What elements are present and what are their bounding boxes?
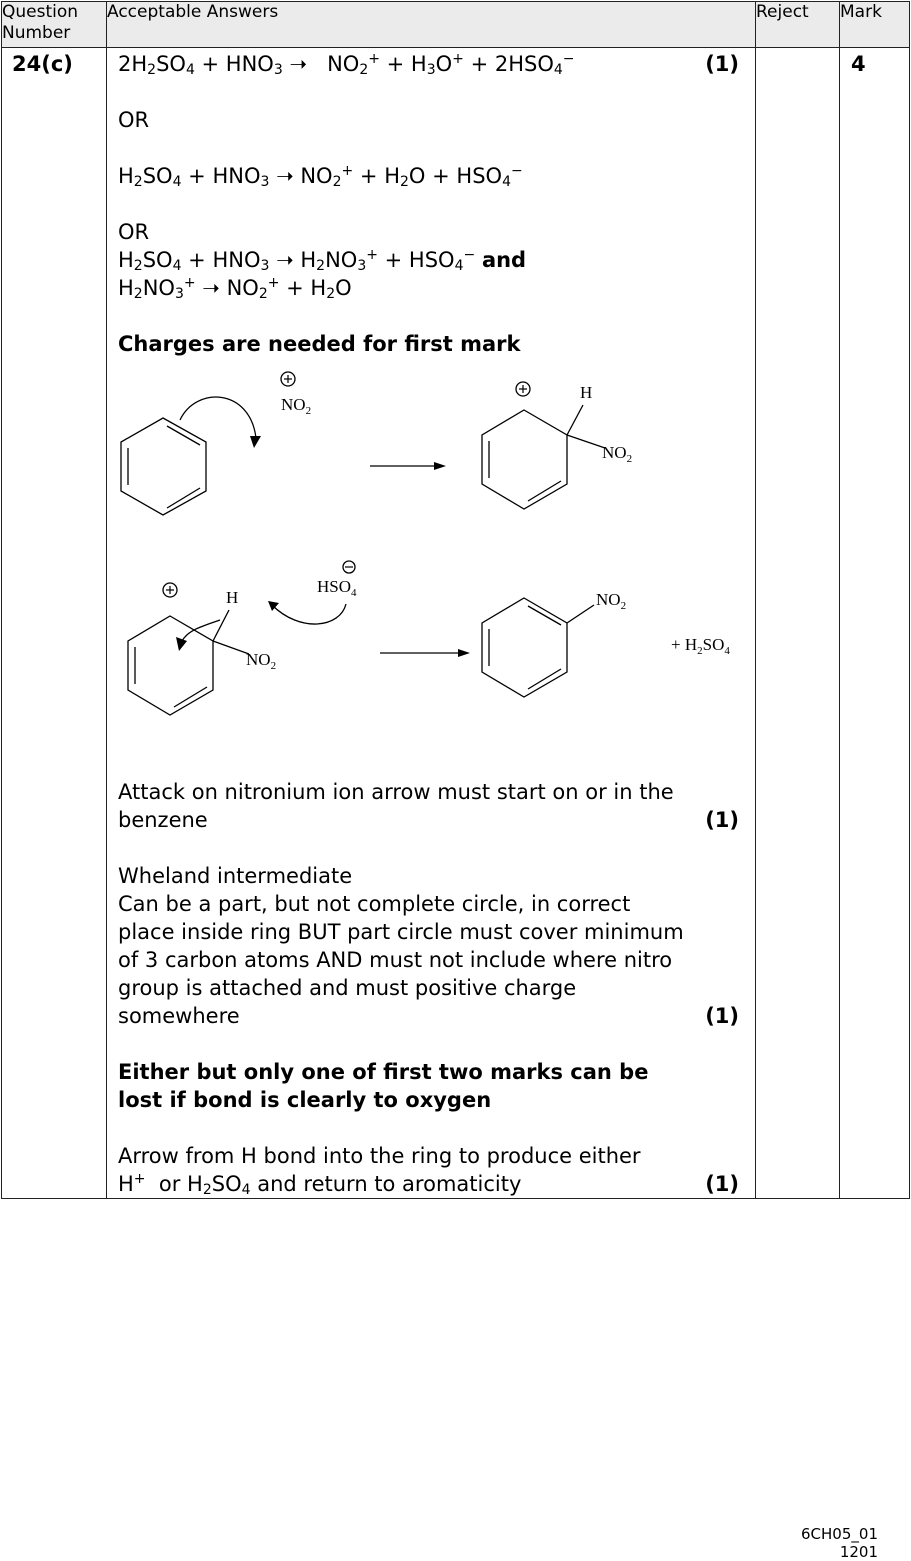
svg-text:+ H2SO4: + $H_2SO_4$ [671, 635, 730, 657]
bond-no2-3 [567, 605, 594, 623]
curly-arrow-3 [272, 604, 346, 624]
or-2: OR [118, 220, 150, 244]
arrowhead-1 [250, 436, 261, 448]
wheland-line-1: Can be a part, but not complete circle, in correct [118, 892, 631, 916]
either-line-1: Either but only one of first two marks can be [118, 1060, 649, 1084]
wheland-line-4: group is attached and must positive charge [118, 976, 577, 1000]
equation-1: $2H_2SO_4 + HNO_3$ ➝ $NO_2^+ + H_3O^+ + 2HSO_4^-$ (1) [118, 51, 739, 78]
bond-no2-2 [213, 641, 249, 654]
equation-1-mark: (1) [705, 52, 739, 76]
mechanism-svg [118, 358, 758, 778]
bond-h-1 [567, 405, 583, 435]
wheland-mark: (1) [705, 1004, 739, 1028]
bond-h-2 [213, 610, 229, 641]
equation-2: $H_2SO_4 + HNO_3$ ➝ $NO_2^+ + H_2O + HSO_4^-$ [118, 163, 523, 190]
either-line-2: lost if bond is clearly to oxygen [118, 1088, 492, 1112]
page-footer [801, 1525, 878, 1561]
attack-text-2: benzene (1) [118, 808, 739, 832]
nitrobenzene-ring [482, 598, 567, 697]
wheland-line-2: place inside ring BUT part circle must cover minimum [118, 920, 684, 944]
answer-row [2, 48, 910, 1199]
arrowhead-r2 [458, 649, 470, 657]
svg-text:NO2: $NO_2$ [602, 443, 633, 465]
arrowhead-2 [176, 637, 187, 651]
wheland-line-3: of 3 carbon atoms AND must not include where nitro [118, 948, 673, 972]
mark-value: 4 [840, 48, 910, 1199]
header-reject: Reject [756, 2, 840, 48]
mechanism-diagram [118, 358, 743, 778]
curly-arrow-1 [180, 397, 256, 438]
page-number: 1201 [839, 1543, 878, 1561]
equation-3: $H_2SO_4 + HNO_3$ ➝ $H_2NO_3^+ + HSO_4^-$ and [118, 247, 527, 274]
question-number: 24(c) [2, 48, 107, 1199]
wheland-ring-1 [482, 410, 567, 509]
mark-scheme-table [1, 1, 910, 1199]
header-row [2, 2, 910, 48]
paper-code: 6CH05_01 [801, 1525, 878, 1543]
svg-text:NO2: $NO_2$ [596, 590, 627, 612]
reject-cell [756, 48, 840, 1199]
benzene-ring-1 [121, 418, 206, 515]
arrow-line-1: Arrow from H bond into the ring to produce either [118, 1144, 641, 1168]
wheland-title: Wheland intermediate [118, 864, 353, 888]
arrow-line-2: H+ or $H_2SO_4$ and return to aromaticity (1) [118, 1171, 739, 1198]
or-1: OR [118, 108, 150, 132]
wheland-ring-2 [128, 616, 213, 715]
acceptable-answers-cell [107, 48, 756, 1199]
attack-mark: (1) [705, 808, 739, 832]
svg-text:H: H [226, 588, 239, 607]
header-acceptable-answers: Acceptable Answers [107, 2, 756, 48]
header-question-number: Question Number [2, 2, 107, 48]
equation-4: $H_2NO_3^+$ ➝ $NO_2^+ + H_2O$ [118, 275, 352, 302]
svg-text:NO2: $NO_2$ [246, 650, 277, 672]
bond-no2-1 [567, 435, 605, 448]
wheland-line-5: somewhere (1) [118, 1004, 739, 1028]
svg-text:NO2: $NO_2$ [281, 395, 312, 417]
arrowhead-r1 [434, 462, 446, 470]
svg-text:H: H [580, 383, 593, 402]
attack-text: Attack on nitronium ion arrow must start on or in the [118, 780, 674, 804]
arrow-mark: (1) [705, 1172, 739, 1196]
charges-note: Charges are needed for first mark [118, 332, 521, 356]
svg-text:HSO4: $HSO_4$ [317, 577, 357, 599]
header-mark: Mark [840, 2, 910, 48]
